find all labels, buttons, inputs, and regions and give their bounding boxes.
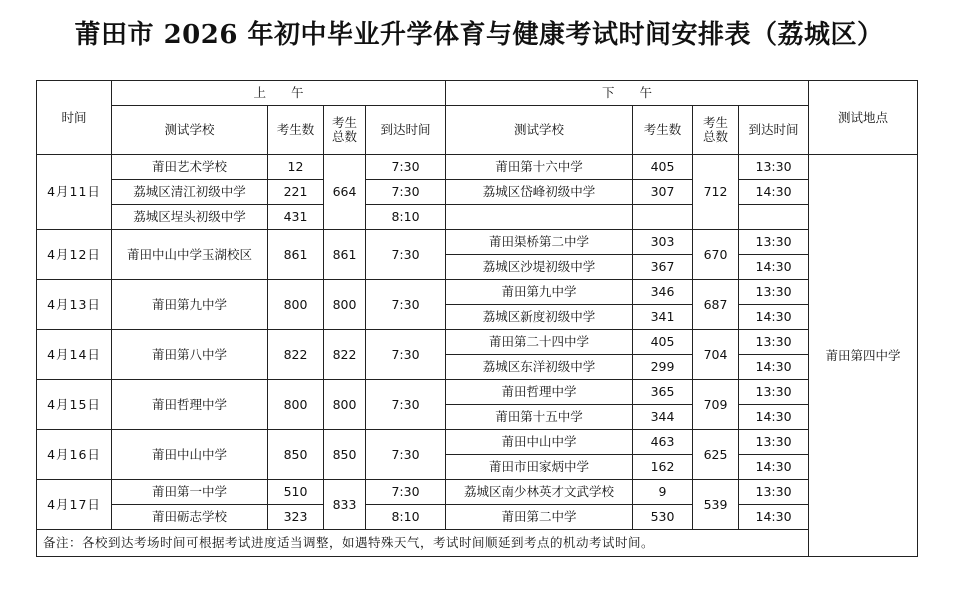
am-count: 221: [268, 180, 324, 205]
pm-arrival: 13:30: [739, 430, 809, 455]
pm-total: 539: [693, 480, 739, 530]
table-row: [37, 505, 918, 530]
am-count: 861: [268, 230, 324, 280]
pm-school: 荔城区沙堤初级中学: [446, 255, 633, 280]
note-row: 备注：各校到达考场时间可根据考试进度适当调整，如遇特殊天气，考试时间顺延到考点的机动考试时间。: [37, 530, 918, 557]
header-am-count: 考生数: [268, 106, 324, 155]
am-total: 664: [324, 155, 366, 230]
am-count: 850: [268, 430, 324, 480]
am-count: 822: [268, 330, 324, 380]
pm-count: 530: [633, 505, 693, 530]
am-total: 800: [324, 280, 366, 330]
pm-arrival: 13:30: [739, 480, 809, 505]
table-row: [37, 155, 918, 180]
am-count: 323: [268, 505, 324, 530]
pm-total: 670: [693, 230, 739, 280]
date-cell: 4月14日: [37, 330, 112, 380]
pm-school: 荔城区南少林英才文武学校: [446, 480, 633, 505]
pm-arrival: 14:30: [739, 255, 809, 280]
date-cell: 4月12日: [37, 230, 112, 280]
pm-count: 299: [633, 355, 693, 380]
pm-school: 莆田第二十四中学: [446, 330, 633, 355]
pm-count: 162: [633, 455, 693, 480]
date-cell: 4月17日: [37, 480, 112, 530]
pm-count: 344: [633, 405, 693, 430]
am-school: 莆田中山中学: [112, 430, 268, 480]
table-row: [37, 205, 918, 230]
table-row: [37, 280, 918, 305]
header-am-arrival: 到达时间: [366, 106, 446, 155]
pm-arrival: 13:30: [739, 380, 809, 405]
pm-arrival: 14:30: [739, 355, 809, 380]
am-arrival: 8:10: [366, 505, 446, 530]
header-am-total: 考生 总数: [324, 106, 366, 155]
page-title: 莆田市 2026 年初中毕业升学体育与健康考试时间安排表（荔城区）: [74, 20, 884, 50]
pm-count: 9: [633, 480, 693, 505]
pm-total: 687: [693, 280, 739, 330]
am-school: 莆田艺术学校: [112, 155, 268, 180]
pm-total: 712: [693, 155, 739, 230]
am-count: 510: [268, 480, 324, 505]
am-school: 莆田第八中学: [112, 330, 268, 380]
table-row: [37, 430, 918, 455]
pm-arrival: 14:30: [739, 455, 809, 480]
pm-count: 405: [633, 155, 693, 180]
header-am-school: 测试学校: [112, 106, 268, 155]
pm-school: 莆田第九中学: [446, 280, 633, 305]
pm-total: 704: [693, 330, 739, 380]
pm-school: 莆田渠桥第二中学: [446, 230, 633, 255]
header-pm-school: 测试学校: [446, 106, 633, 155]
pm-count-empty: [633, 205, 693, 230]
pm-count: 405: [633, 330, 693, 355]
am-count: 431: [268, 205, 324, 230]
am-count: 800: [268, 280, 324, 330]
header-time: 时间: [37, 81, 112, 155]
pm-school: 荔城区东洋初级中学: [446, 355, 633, 380]
am-school: 莆田中山中学玉湖校区: [112, 230, 268, 280]
table-row: [37, 330, 918, 355]
am-arrival: 7:30: [366, 155, 446, 180]
table-row: [37, 230, 918, 255]
pm-total: 709: [693, 380, 739, 430]
table-row: [37, 380, 918, 405]
date-cell: 4月16日: [37, 430, 112, 480]
pm-school: 荔城区新度初级中学: [446, 305, 633, 330]
am-school: 莆田第九中学: [112, 280, 268, 330]
am-total: 833: [324, 480, 366, 530]
am-arrival: 7:30: [366, 180, 446, 205]
pm-arrival: 13:30: [739, 155, 809, 180]
pm-arrival: 13:30: [739, 330, 809, 355]
pm-arrival: 14:30: [739, 180, 809, 205]
schedule-table: [36, 80, 918, 557]
pm-school: 莆田第二中学: [446, 505, 633, 530]
am-arrival: 7:30: [366, 480, 446, 505]
pm-school: 莆田中山中学: [446, 430, 633, 455]
pm-count: 346: [633, 280, 693, 305]
pm-total: 625: [693, 430, 739, 480]
pm-arrival-empty: [739, 205, 809, 230]
pm-count: 367: [633, 255, 693, 280]
pm-count: 307: [633, 180, 693, 205]
am-arrival: 8:10: [366, 205, 446, 230]
header-venue: 测试地点: [809, 81, 918, 155]
am-count: 800: [268, 380, 324, 430]
header-afternoon: 下 午: [446, 81, 809, 106]
venue-cell: 莆田第四中学: [809, 155, 918, 557]
header-pm-arrival: 到达时间: [739, 106, 809, 155]
date-cell: 4月13日: [37, 280, 112, 330]
pm-school: 荔城区岱峰初级中学: [446, 180, 633, 205]
header-pm-total: 考生 总数: [693, 106, 739, 155]
pm-arrival: 14:30: [739, 505, 809, 530]
am-total: 861: [324, 230, 366, 280]
pm-count: 303: [633, 230, 693, 255]
am-total: 822: [324, 330, 366, 380]
pm-arrival: 14:30: [739, 305, 809, 330]
am-arrival: 7:30: [366, 430, 446, 480]
am-count: 12: [268, 155, 324, 180]
pm-arrival: 13:30: [739, 280, 809, 305]
pm-count: 365: [633, 380, 693, 405]
pm-school-empty: [446, 205, 633, 230]
am-school: 莆田第一中学: [112, 480, 268, 505]
am-school: 荔城区埕头初级中学: [112, 205, 268, 230]
pm-count: 463: [633, 430, 693, 455]
pm-count: 341: [633, 305, 693, 330]
am-total: 850: [324, 430, 366, 480]
pm-school: 莆田第十五中学: [446, 405, 633, 430]
pm-school: 莆田哲理中学: [446, 380, 633, 405]
header-pm-count: 考生数: [633, 106, 693, 155]
am-school: 荔城区清江初级中学: [112, 180, 268, 205]
header-morning: 上 午: [112, 81, 446, 106]
am-arrival: 7:30: [366, 380, 446, 430]
table-row: [37, 480, 918, 505]
pm-arrival: 14:30: [739, 405, 809, 430]
date-cell: 4月15日: [37, 380, 112, 430]
am-arrival: 7:30: [366, 280, 446, 330]
date-cell: 4月11日: [37, 155, 112, 230]
am-arrival: 7:30: [366, 330, 446, 380]
am-school: 莆田砺志学校: [112, 505, 268, 530]
am-total: 800: [324, 380, 366, 430]
pm-school: 莆田第十六中学: [446, 155, 633, 180]
am-school: 莆田哲理中学: [112, 380, 268, 430]
am-arrival: 7:30: [366, 230, 446, 280]
pm-school: 莆田市田家炳中学: [446, 455, 633, 480]
pm-arrival: 13:30: [739, 230, 809, 255]
table-row: [37, 180, 918, 205]
